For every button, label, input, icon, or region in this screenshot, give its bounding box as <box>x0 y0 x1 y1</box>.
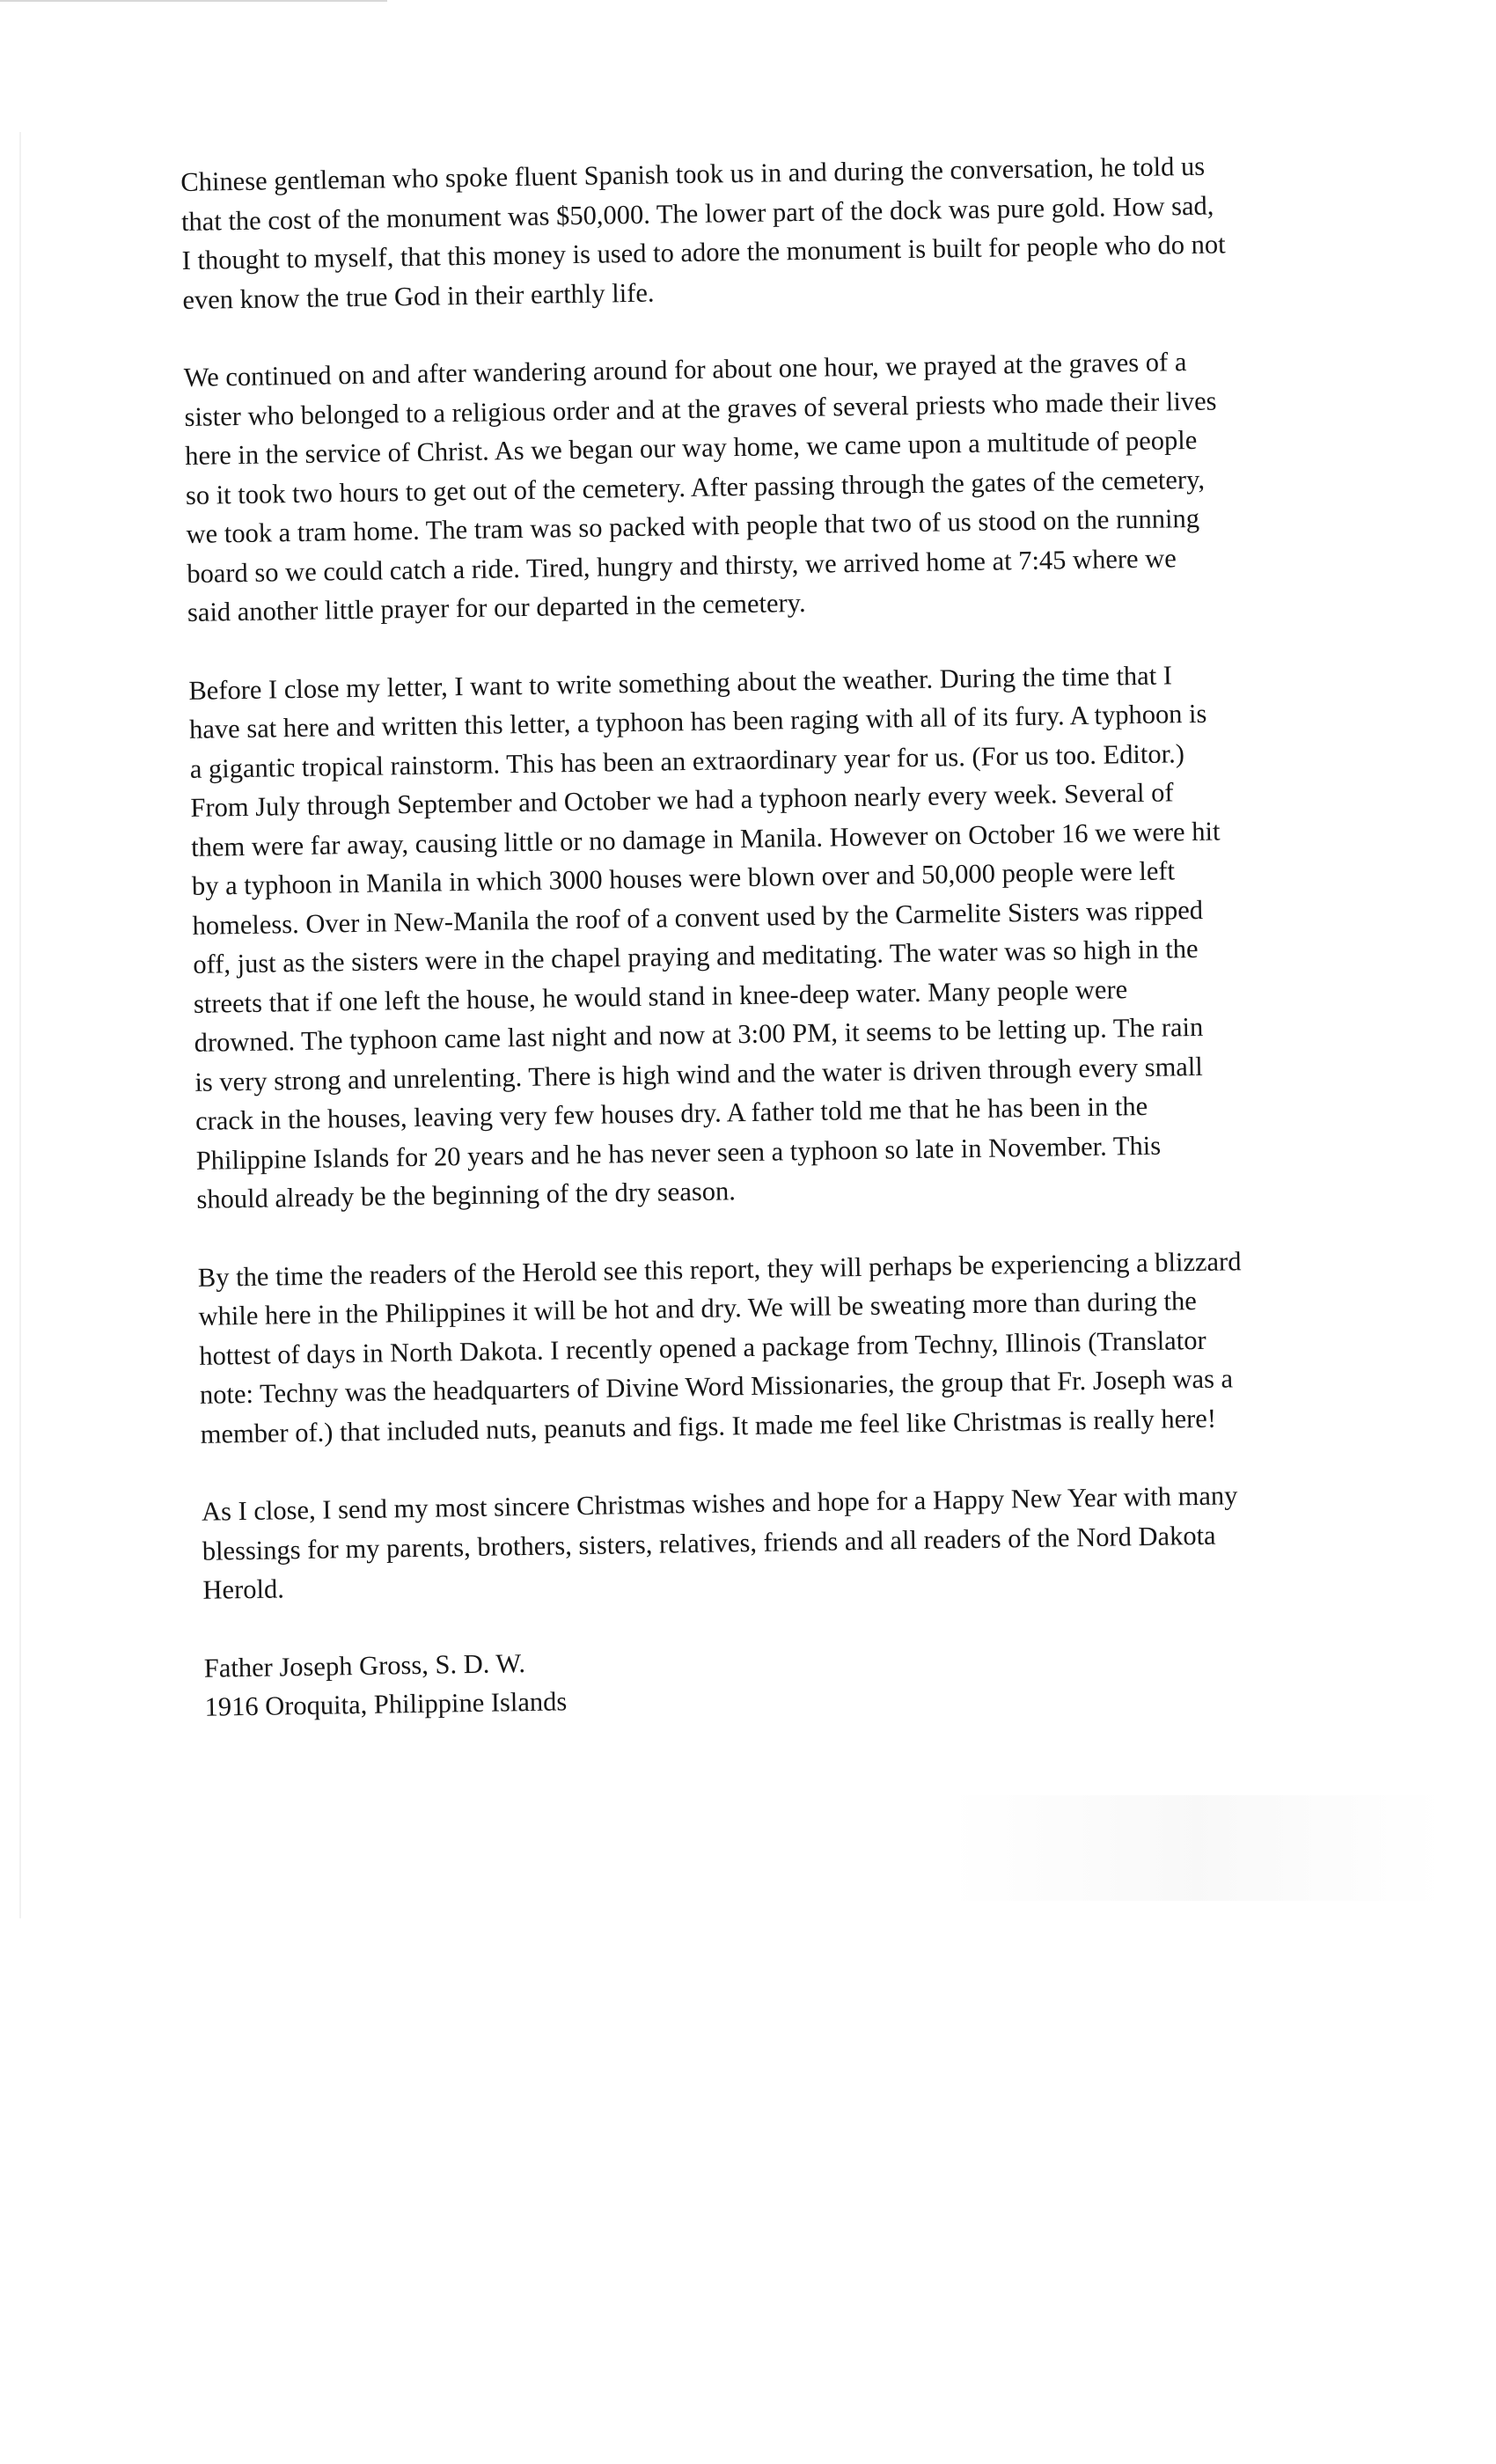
text-line: member of.) that included nuts, peanuts and figs. It made me feel like Christmas is really here! <box>200 1403 1217 1449</box>
text-line: Herold. <box>202 1573 285 1605</box>
text-line: Chinese gentleman who spoke fluent Spanish took us in and during the conversation, he told us <box>180 150 1206 197</box>
signature-place: 1916 Oroquita, Philippine Islands <box>204 1686 568 1722</box>
signature-block <box>204 1630 1375 1727</box>
signature-name: Father Joseph Gross, S. D. W. <box>203 1647 526 1683</box>
paragraph-readers <box>198 1239 1371 1453</box>
text-line: streets that if one left the house, he would stand in knee-deep water. Many people were <box>193 973 1128 1019</box>
text-line: Before I close my letter, I want to write something about the weather. During the time that I <box>188 659 1173 706</box>
text-line: should already be the beginning of the dry season. <box>196 1176 737 1214</box>
text-line: crack in the houses, leaving very few houses dry. A father told me that he has been in the <box>194 1090 1148 1136</box>
text-line: while here in the Philippines it will be hot and dry. We will be sweating more than during the <box>198 1286 1198 1331</box>
scan-shade <box>950 1795 1443 1901</box>
text-line: said another little prayer for our departed in the cemetery. <box>187 587 806 627</box>
text-line: note: Techny was the headquarters of Divine Word Missionaries, the group that Fr. Joseph was a <box>199 1363 1234 1410</box>
text-line: drowned. The typhoon came last night and now at 3:00 PM, it seems to be letting up. The rain <box>194 1011 1204 1058</box>
paragraph-cemetery <box>183 340 1358 632</box>
text-line: so it took two hours to get out of the cemetery. After passing through the gates of the cemetery, <box>185 464 1206 510</box>
paragraph-monument <box>180 144 1353 319</box>
text-line: is very strong and unrelenting. There is high wind and the water is driven through every small <box>194 1051 1204 1097</box>
text-line: We continued on and after wandering around for about one hour, we prayed at the graves of a <box>183 347 1187 392</box>
text-line: that the cost of the monument was $50,000. The lower part of the dock was pure gold. How sad, <box>180 190 1214 237</box>
text-line: blessings for my parents, brothers, sisters, relatives, friends and all readers of the Nord Dakota <box>202 1520 1216 1566</box>
text-line: As I close, I send my most sincere Christmas wishes and hope for a Happy New Year with many <box>201 1480 1238 1527</box>
text-line: From July through September and October we had a typhoon nearly every week. Several of <box>190 777 1174 823</box>
text-line: we took a tram home. The tram was so packed with people that two of us stood on the running <box>186 502 1200 549</box>
paragraph-closing <box>202 1474 1374 1610</box>
text-line: I thought to myself, that this money is used to adore the monument is built for people who do not <box>181 229 1226 275</box>
text-line: By the time the readers of the Herold see this report, they will perhaps be experiencing a blizzard <box>197 1245 1242 1293</box>
letter-body <box>180 144 1375 1727</box>
text-line: off, just as the sisters were in the chapel praying and meditating. The water was so high in the <box>193 933 1199 979</box>
text-line: have sat here and written this letter, a typhoon has been raging with all of its fury. A typhoon is <box>188 698 1207 744</box>
text-line: board so we could catch a ride. Tired, hungry and thirsty, we arrived home at 7:45 where we <box>187 542 1177 589</box>
text-line: Philippine Islands for 20 years and he has never seen a typhoon so late in November. This <box>195 1130 1162 1176</box>
text-line: a gigantic tropical rainstorm. This has been an extraordinary year for us. (For us too. Editor.) <box>189 737 1185 784</box>
paragraph-weather <box>188 653 1368 1220</box>
text-line: sister who belonged to a religious order and at the graves of several priests who made their lives <box>184 385 1217 432</box>
text-line: even know the true God in their earthly life. <box>182 277 655 315</box>
scan-edge-top <box>0 0 387 2</box>
text-line: homeless. Over in New-Manila the roof of a convent used by the Carmelite Sisters was ripped <box>192 894 1204 941</box>
scan-edge-left <box>19 132 21 1918</box>
text-line: them were far away, causing little or no damage in Manila. However on October 16 we were hit <box>190 816 1221 862</box>
text-line: hottest of days in North Dakota. I recently opened a package from Techny, Illinois (Translator <box>199 1324 1206 1371</box>
text-line: by a typhoon in Manila in which 3000 houses were blown over and 50,000 people were left <box>191 855 1176 901</box>
text-line: here in the service of Christ. As we began our way home, we came upon a multitude of people <box>184 424 1198 471</box>
